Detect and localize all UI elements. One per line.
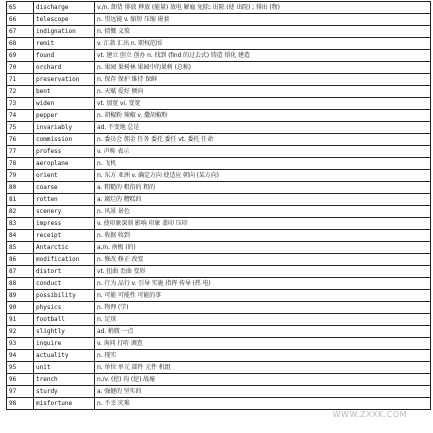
row-number: 87 — [7, 266, 34, 278]
table-row — [7, 278, 431, 290]
table-row — [7, 230, 431, 242]
row-definition: n. 修改 修正 改变 — [95, 254, 431, 266]
row-word: aeroplane — [34, 158, 95, 170]
row-number: 95 — [7, 362, 34, 374]
row-word: scenery — [34, 206, 95, 218]
row-number: 91 — [7, 314, 34, 326]
row-word: modification — [34, 254, 95, 266]
row-word: bent — [34, 86, 95, 98]
watermark: WWW.ZXXK.COM — [332, 410, 407, 419]
table-row — [7, 362, 431, 374]
table-row — [7, 218, 431, 230]
row-word: preservation — [34, 74, 95, 86]
row-word: inquire — [34, 338, 95, 350]
row-number: 65 — [7, 2, 34, 14]
table-row — [7, 374, 431, 386]
row-definition: n. 东方 亚洲 v. 确定方向 使适应 朝向 (某方向) — [95, 170, 431, 182]
row-word: remit — [34, 38, 95, 50]
row-number: 66 — [7, 14, 34, 26]
row-definition: n. 望远镜 v. 缩短 压缩 嵌套 — [95, 14, 431, 26]
table-row — [7, 170, 431, 182]
row-number: 97 — [7, 386, 34, 398]
table-row — [7, 98, 431, 110]
row-number: 85 — [7, 242, 34, 254]
table-row — [7, 194, 431, 206]
row-number: 67 — [7, 26, 34, 38]
row-definition: v./n. 卸货 排放 释放 (能量) 放电 解雇 免除; 出院 (使 出院) ; 排出 (物) — [95, 2, 431, 14]
row-definition: n. 果园 果树林 果园中的果树 (总称) — [95, 62, 431, 74]
row-word: misfortune — [34, 398, 95, 410]
row-number: 68 — [7, 38, 34, 50]
row-definition: n. 现实 — [95, 350, 431, 362]
row-number: 88 — [7, 278, 34, 290]
row-definition: n. 飞机 — [95, 158, 431, 170]
row-word: widen — [34, 98, 95, 110]
row-number: 84 — [7, 230, 34, 242]
table-row — [7, 182, 431, 194]
row-definition: n. 保存 保护 维持 保鲜 — [95, 74, 431, 86]
row-word: coarse — [34, 182, 95, 194]
row-number: 75 — [7, 122, 34, 134]
table-row — [7, 14, 431, 26]
row-definition: n. 委员会 佣金 任务 委托 委任 vt. 委托 任命 — [95, 134, 431, 146]
row-word: telescope — [34, 14, 95, 26]
row-word: indignation — [34, 26, 95, 38]
row-number: 86 — [7, 254, 34, 266]
row-definition: n. 胡椒粉 辣椒 v. 撒胡椒粉 — [95, 110, 431, 122]
row-word: possibility — [34, 290, 95, 302]
row-word: rotten — [34, 194, 95, 206]
table-row — [7, 110, 431, 122]
row-word: trench — [34, 374, 95, 386]
row-number: 96 — [7, 374, 34, 386]
row-definition: vt. 扭曲 歪曲 变形 — [95, 266, 431, 278]
table-row — [7, 206, 431, 218]
row-definition: vt. 加宽 vi. 变宽 — [95, 98, 431, 110]
row-number: 80 — [7, 182, 34, 194]
table-row — [7, 386, 431, 398]
row-number: 78 — [7, 158, 34, 170]
vocabulary-table-body — [7, 2, 431, 410]
table-row — [7, 242, 431, 254]
row-definition: n. 行为 品行 v. 引导 实施 指挥 传导 (热 电) — [95, 278, 431, 290]
row-definition: n. 不幸 灾难 — [95, 398, 431, 410]
row-word: found — [34, 50, 95, 62]
table-row — [7, 122, 431, 134]
row-number: 94 — [7, 350, 34, 362]
row-number: 93 — [7, 338, 34, 350]
table-row — [7, 326, 431, 338]
row-definition: n. 物理 (学) — [95, 302, 431, 314]
row-number: 98 — [7, 398, 34, 410]
row-number: 92 — [7, 326, 34, 338]
row-word: physics — [34, 302, 95, 314]
row-word: actuality — [34, 350, 95, 362]
table-row — [7, 266, 431, 278]
row-definition: n. 可能 可能性 可能的事 — [95, 290, 431, 302]
row-word: football — [34, 314, 95, 326]
table-row — [7, 290, 431, 302]
row-definition: a. 粗糙的 粗俗的 粗的 — [95, 182, 431, 194]
row-number: 70 — [7, 62, 34, 74]
row-number: 89 — [7, 290, 34, 302]
table-row — [7, 350, 431, 362]
row-word: unit — [34, 362, 95, 374]
row-word: Antarctic — [34, 242, 95, 254]
row-definition: n. 风景 景色 — [95, 206, 431, 218]
row-word: commission — [34, 134, 95, 146]
table-row — [7, 146, 431, 158]
row-word: impress — [34, 218, 95, 230]
row-word: discharge — [34, 2, 95, 14]
row-number: 82 — [7, 206, 34, 218]
row-definition: v. 声称 表示 — [95, 146, 431, 158]
row-number: 81 — [7, 194, 34, 206]
table-row — [7, 314, 431, 326]
row-definition: n./v. (挖) 沟 (挖) 战壕 — [95, 374, 431, 386]
table-row — [7, 50, 431, 62]
table-row — [7, 26, 431, 38]
row-word: orient — [34, 170, 95, 182]
row-number: 73 — [7, 98, 34, 110]
row-number: 77 — [7, 146, 34, 158]
row-definition: n. 单位 单元 部件 元件 机组 — [95, 362, 431, 374]
row-definition: v. 使印象深刻 影响 印象 盖印 压印 — [95, 218, 431, 230]
table-row — [7, 398, 431, 410]
table-row — [7, 302, 431, 314]
row-definition: ad. 不变地 总是 — [95, 122, 431, 134]
row-word: sturdy — [34, 386, 95, 398]
table-row — [7, 254, 431, 266]
row-number: 79 — [7, 170, 34, 182]
row-definition: vt. 建立 创立 创办 n. 找到 (find 的过去式) 铸造 熔化 建造 — [95, 50, 431, 62]
table-row — [7, 38, 431, 50]
row-definition: n. 足球 — [95, 314, 431, 326]
table-row — [7, 74, 431, 86]
row-number: 71 — [7, 74, 34, 86]
row-word: distort — [34, 266, 95, 278]
row-word: profess — [34, 146, 95, 158]
row-definition: ad. 稍微 一点 — [95, 326, 431, 338]
table-row — [7, 86, 431, 98]
table-row — [7, 338, 431, 350]
row-number: 69 — [7, 50, 34, 62]
row-number: 72 — [7, 86, 34, 98]
row-word: invariably — [34, 122, 95, 134]
row-number: 83 — [7, 218, 34, 230]
table-row — [7, 62, 431, 74]
row-definition: a. 强健的 坚实的 — [95, 386, 431, 398]
vocabulary-table — [6, 1, 431, 410]
row-definition: a. 腐烂的 糟糕的 — [95, 194, 431, 206]
row-word: orchard — [34, 62, 95, 74]
row-number: 74 — [7, 110, 34, 122]
row-definition: a./n. 南极 (的) — [95, 242, 431, 254]
table-row — [7, 134, 431, 146]
row-definition: n. 天赋 爱好 倾向 — [95, 86, 431, 98]
table-row — [7, 158, 431, 170]
row-word: pepper — [34, 110, 95, 122]
row-definition: n. 收据 收到 — [95, 230, 431, 242]
row-number: 90 — [7, 302, 34, 314]
row-word: conduct — [34, 278, 95, 290]
row-definition: n. 愤慨 义愤 — [95, 26, 431, 38]
row-word: receipt — [34, 230, 95, 242]
row-definition: v. 询问 打听 调查 — [95, 338, 431, 350]
row-word: slightly — [34, 326, 95, 338]
row-definition: v. 汇款 汇出 n. 职权范围 — [95, 38, 431, 50]
row-number: 76 — [7, 134, 34, 146]
table-row — [7, 2, 431, 14]
